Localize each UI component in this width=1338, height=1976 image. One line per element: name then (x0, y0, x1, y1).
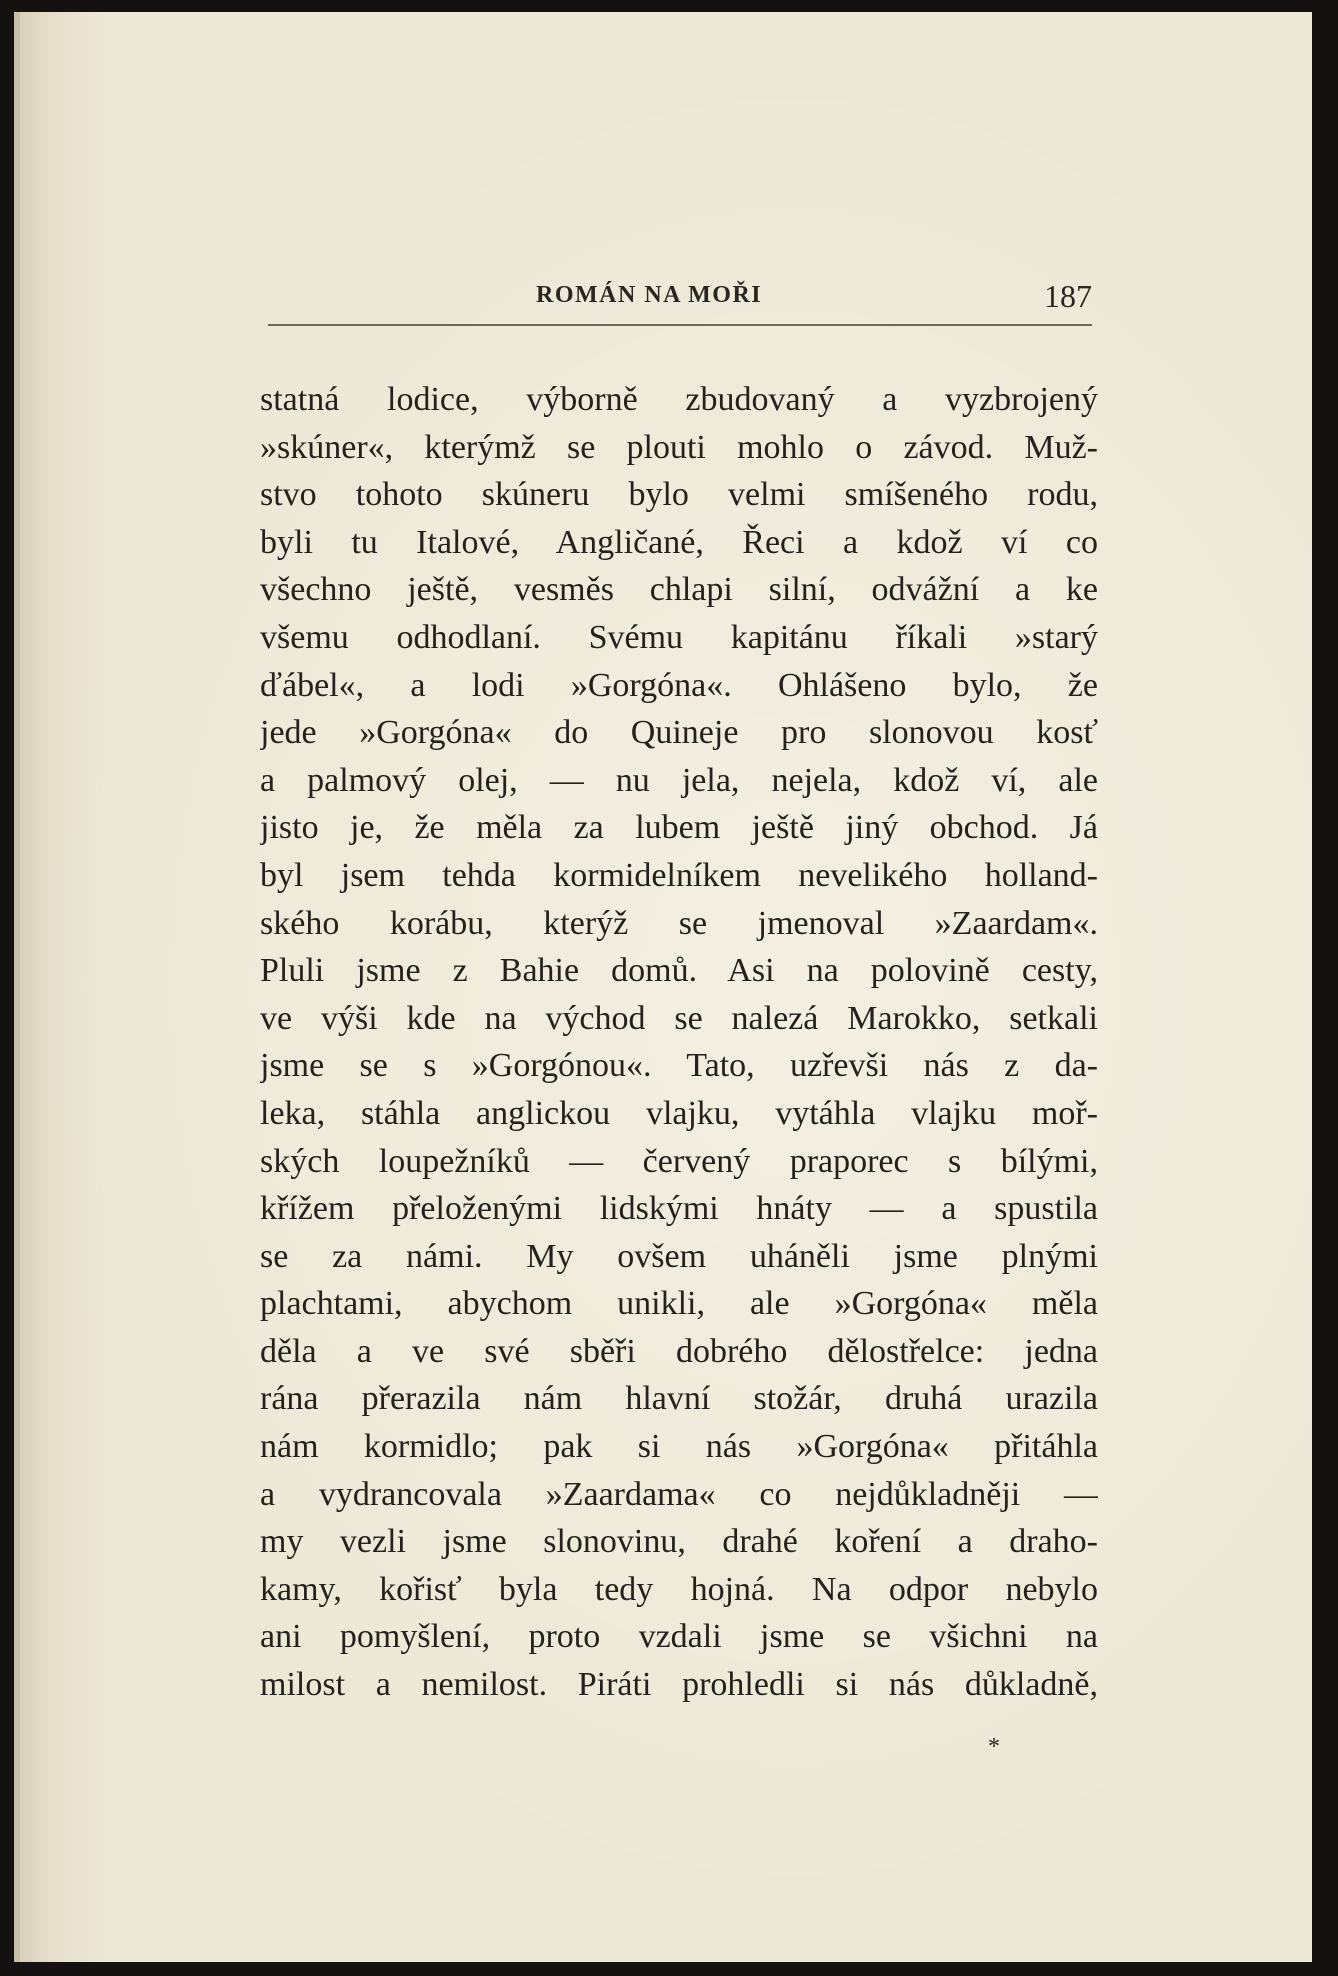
text-line: děla a ve své sběři dobrého dělostřelce: jedna (260, 1332, 1098, 1370)
text-line: byl jsem tehda kormidelníkem nevelikého holland- (260, 856, 1098, 894)
text-line: my vezli jsme slonovinu, drahé koření a draho- (260, 1523, 1098, 1561)
text-line: a palmový olej, — nu jela, nejela, kdož ví, ale (260, 761, 1098, 799)
page-number: 187 (1044, 278, 1092, 314)
text-line: milost a nemilost. Piráti prohledli si nás důkladně, (260, 1666, 1098, 1704)
text-line: ského korábu, kterýž se jmenoval »Zaardam«. (260, 904, 1098, 942)
text-line: všemu odhodlaní. Svému kapitánu říkali »starý (260, 618, 1098, 656)
text-line: a vydrancovala »Zaardama« co nejdůkladněji — (260, 1475, 1098, 1513)
page-gutter-edge (14, 12, 20, 1962)
text-line: byli tu Italové, Angličané, Řeci a kdož ví co (260, 523, 1098, 561)
text-line: jede »Gorgóna« do Quineje pro slonovou kosť (260, 714, 1098, 752)
text-line: statná lodice, výborně zbudovaný a vyzbrojený (260, 381, 1098, 418)
text-line: rána přerazila nám hlavní stožár, druhá urazila (260, 1380, 1098, 1418)
text-line: se za námi. My ovšem uháněli jsme plnými (260, 1237, 1098, 1275)
text-line: plachtami, abychom unikli, ale »Gorgóna« měla (260, 1285, 1098, 1323)
text-line: jisto je, že měla za lubem ještě jiný obchod. Já (260, 809, 1098, 847)
text-line: kamy, kořisť byla tedy hojná. Na odpor nebylo (260, 1570, 1098, 1608)
text-line: stvo tohoto skúneru bylo velmi smíšeného rodu, (260, 476, 1098, 514)
signature-mark: * (988, 1734, 1000, 1760)
running-title: ROMÁN NA MOŘI (536, 282, 763, 308)
text-line: ani pomyšlení, proto vzdali jsme se všichni na (260, 1618, 1098, 1656)
text-line: ských loupežníků — červený praporec s bílými, (260, 1142, 1098, 1180)
text-line: ďábel«, a lodi »Gorgóna«. Ohlášeno bylo, že (260, 666, 1098, 704)
text-line: nám kormidlo; pak si nás »Gorgóna« přitáhla (260, 1428, 1098, 1466)
body-text (260, 376, 1098, 1709)
text-line: leka, stáhla anglickou vlajku, vytáhla vlajku moř- (260, 1094, 1098, 1132)
running-header (268, 276, 1092, 324)
text-line: »skúner«, kterýmž se plouti mohlo o závod. Muž- (260, 428, 1098, 466)
text-line: ve výši kde na východ se nalezá Marokko, setkali (260, 999, 1098, 1037)
text-line: Pluli jsme z Bahie domů. Asi na polovině cesty, (260, 952, 1098, 990)
text-line: jsme se s »Gorgónou«. Tato, uzřevši nás z da- (260, 1047, 1098, 1085)
text-line: všechno ještě, vesměs chlapi silní, odvážní a ke (260, 571, 1098, 609)
header-rule (268, 324, 1092, 326)
text-line: křížem přeloženými lidskými hnáty — a spustila (260, 1190, 1098, 1228)
